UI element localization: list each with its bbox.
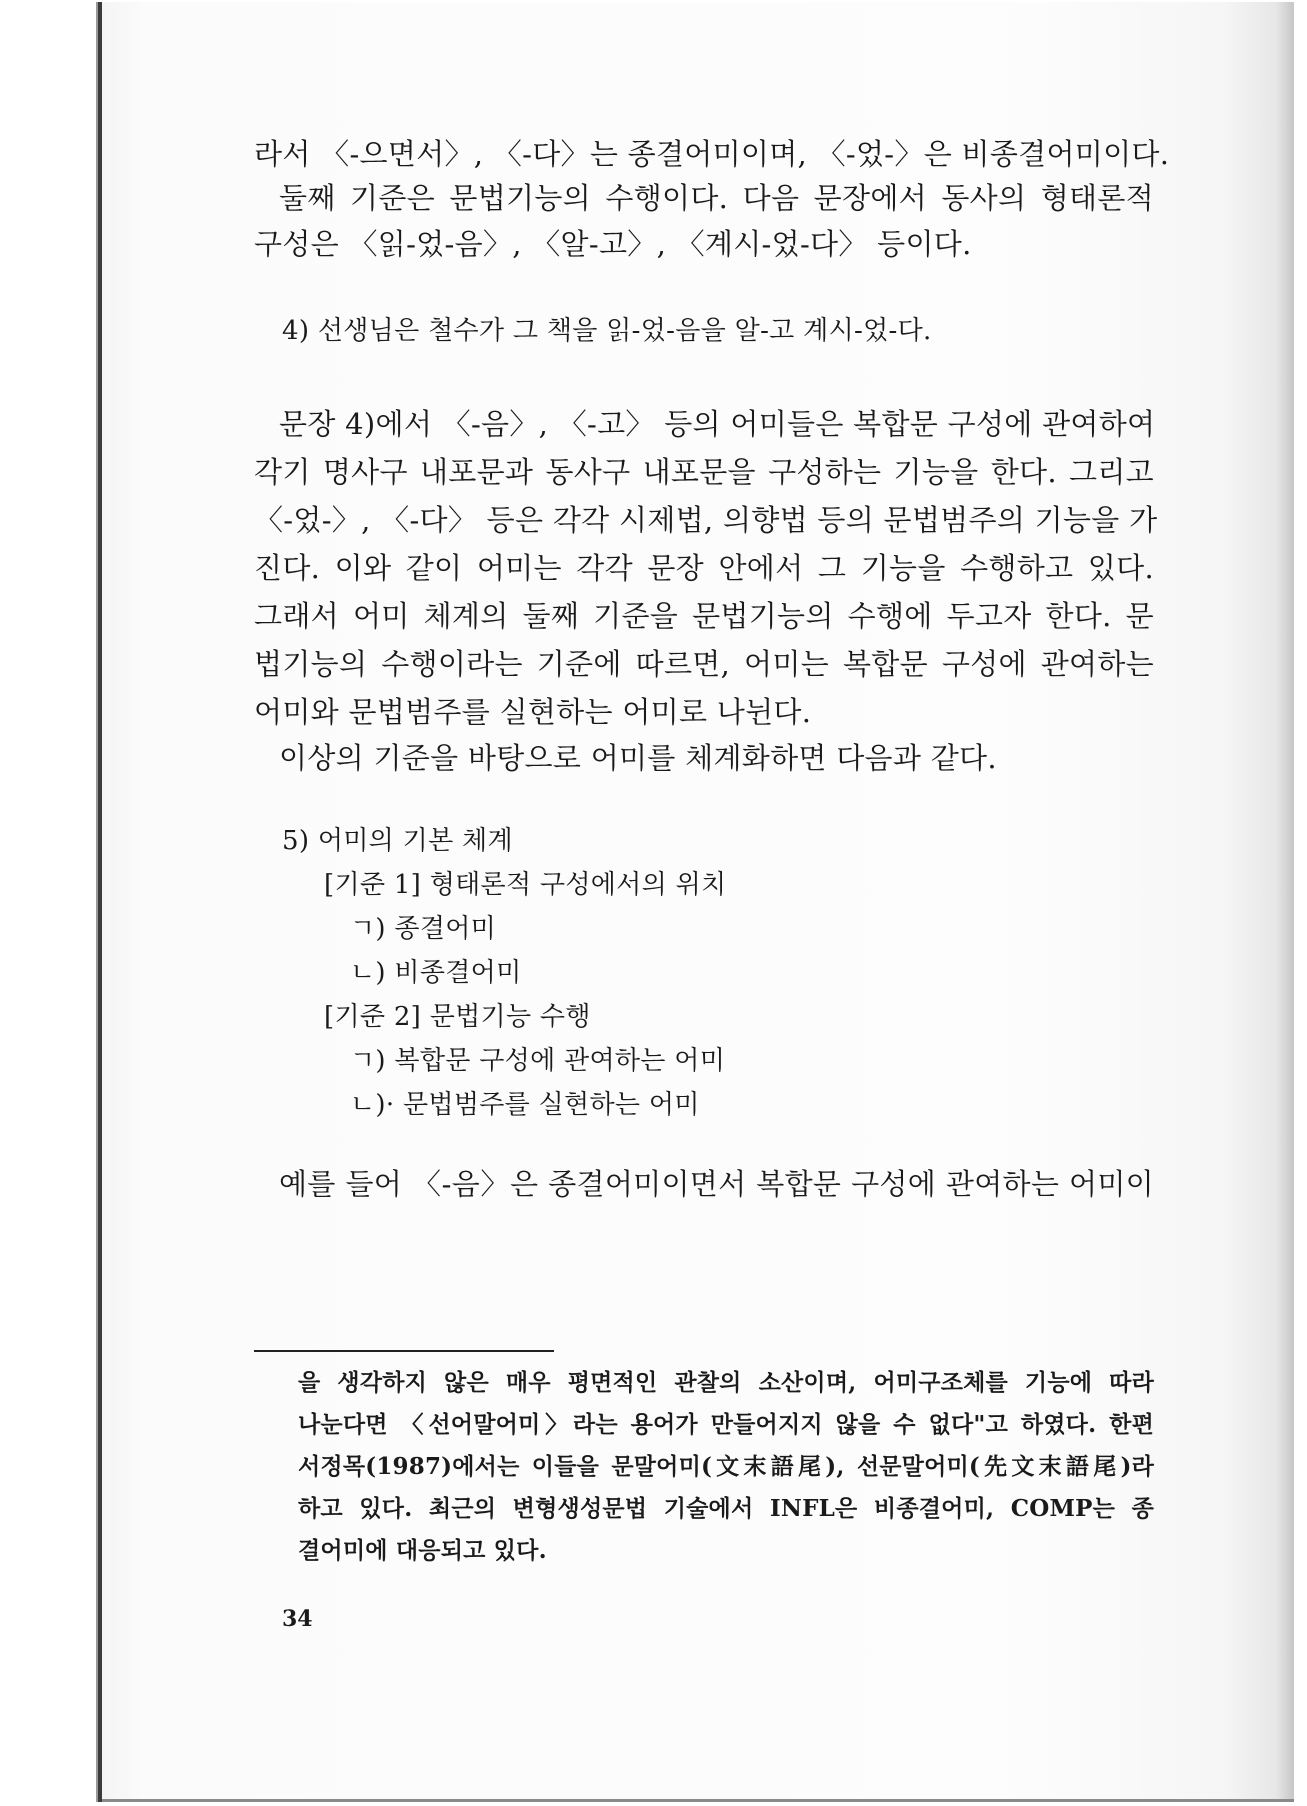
criterion-1-item-a: ㄱ) 종결어미 bbox=[350, 914, 497, 944]
example-4: 4) 선생님은 철수가 그 책을 읽-었-음을 알-고 계시-었-다. bbox=[282, 316, 932, 346]
example-5-title: 5) 어미의 기본 체계 bbox=[282, 826, 513, 856]
page-number: 34 bbox=[282, 1606, 313, 1632]
book-page bbox=[98, 2, 1294, 1802]
paragraph-line-8: 이상의 기준을 바탕으로 어미를 체계화하면 다음과 같다. bbox=[279, 741, 997, 775]
footnote-line-2: 나눈다면 〈선어말어미〉라는 용어가 만들어지지 않을 수 없다"고 하였다. 한편 bbox=[298, 1411, 1154, 1438]
body-line-1: 라서 〈-으면서〉, 〈-다〉는 종결어미이며, 〈-었-〉은 비종결어미이다. bbox=[254, 137, 1170, 171]
paragraph-line-1: 문장 4)에서 〈-음〉, 〈-고〉 등의 어미들은 복합문 구성에 관여하여 bbox=[279, 407, 1156, 441]
left-margin bbox=[0, 0, 98, 1806]
closing-line: 예를 들어 〈-음〉은 종결어미이면서 복합문 구성에 관여하는 어미이 bbox=[279, 1167, 1154, 1201]
body-line-2: 둘째 기준은 문법기능의 수행이다. 다음 문장에서 동사의 형태론적 bbox=[279, 181, 1154, 215]
page-bottom-edge bbox=[102, 1799, 1294, 1802]
criterion-2-item-b: ㄴ)· 문법범주를 실현하는 어미 bbox=[350, 1090, 700, 1120]
paragraph-line-5: 그래서 어미 체계의 둘째 기준을 문법기능의 수행에 두고자 한다. 문 bbox=[254, 599, 1154, 633]
criterion-2-item-a: ㄱ) 복합문 구성에 관여하는 어미 bbox=[350, 1046, 726, 1076]
paragraph-line-2: 각기 명사구 내포문과 동사구 내포문을 구성하는 기능을 한다. 그리고 bbox=[254, 455, 1154, 489]
page-spine-shadow bbox=[1276, 2, 1294, 1802]
footnote-line-1: 을 생각하지 않은 매우 평면적인 관찰의 소산이며, 어미구조체를 기능에 따라 bbox=[298, 1369, 1154, 1396]
footnote-line-5: 결어미에 대응되고 있다. bbox=[298, 1537, 547, 1564]
paragraph-line-3: 〈-었-〉, 〈-다〉 등은 각각 시제법, 의향법 등의 문법범주의 기능을 가 bbox=[254, 503, 1158, 537]
body-line-3: 구성은 〈읽-었-음〉, 〈알-고〉, 〈계시-었-다〉 등이다. bbox=[254, 227, 972, 261]
footnote-rule bbox=[254, 1350, 554, 1352]
footnote-line-4: 하고 있다. 최근의 변형생성문법 기술에서 INFL은 비종결어미, COMP는 종 bbox=[298, 1495, 1154, 1522]
paragraph-line-4: 진다. 이와 같이 어미는 각각 문장 안에서 그 기능을 수행하고 있다. bbox=[254, 551, 1154, 585]
paragraph-line-6: 법기능의 수행이라는 기준에 따르면, 어미는 복합문 구성에 관여하는 bbox=[254, 647, 1154, 681]
criterion-1: [기준 1] 형태론적 구성에서의 위치 bbox=[324, 870, 727, 900]
footnote-line-3: 서정목(1987)에서는 이들을 문말어미(文末語尾), 선문말어미(先文末語尾)라 bbox=[298, 1453, 1154, 1480]
criterion-2: [기준 2] 문법기능 수행 bbox=[324, 1002, 591, 1032]
paragraph-line-7: 어미와 문법범주를 실현하는 어미로 나뉜다. bbox=[254, 695, 812, 729]
criterion-1-item-b: ㄴ) 비종결어미 bbox=[350, 958, 522, 988]
